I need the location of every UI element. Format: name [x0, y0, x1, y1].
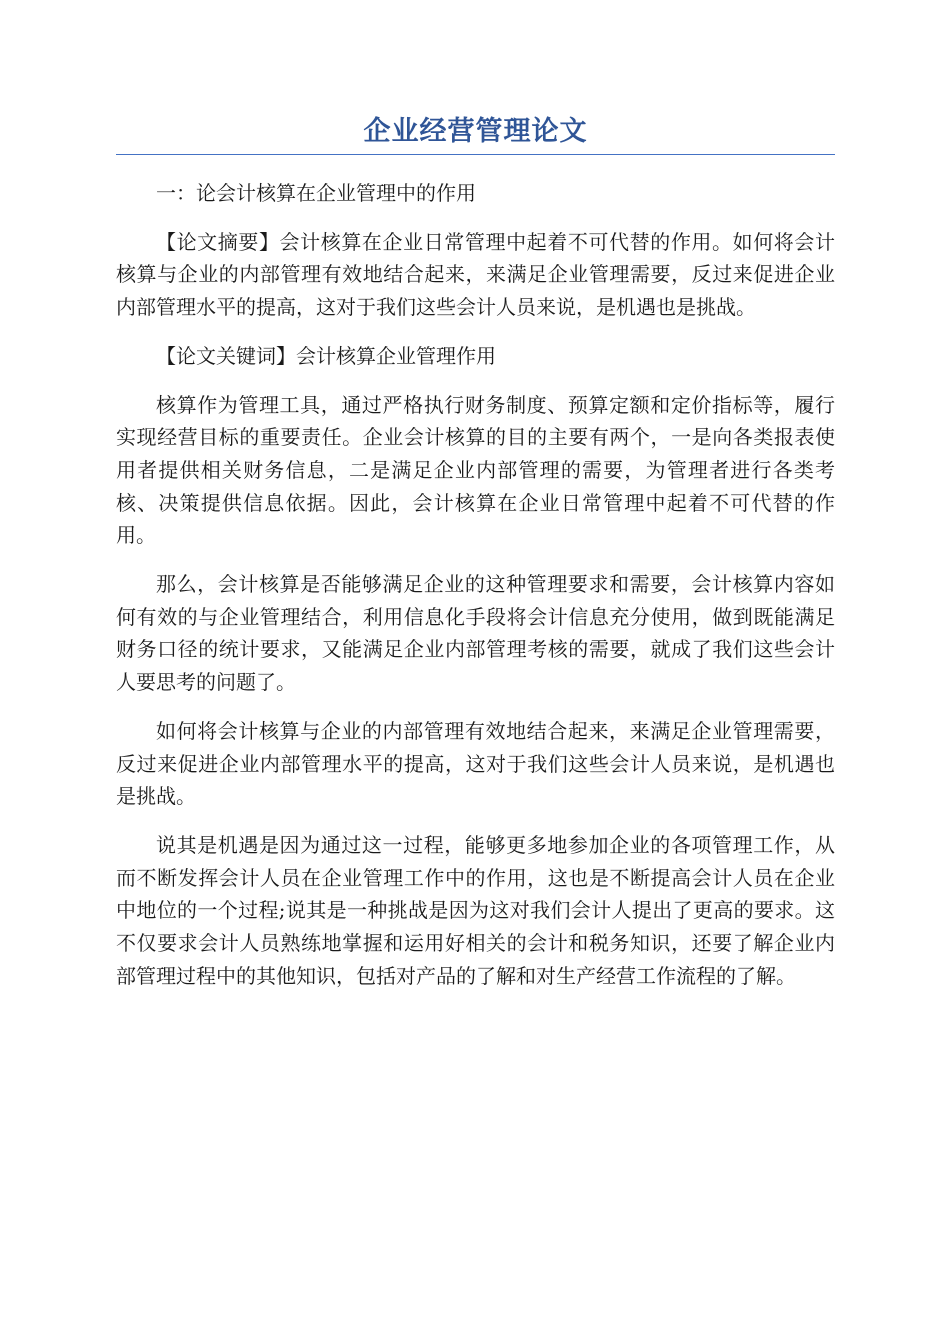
body-paragraph: 如何将会计核算与企业的内部管理有效地结合起来，来满足企业管理需要，反过来促进企业内部管理水平的提高，这对于我们这些会计人员来说，是机遇也是挑战。 — [116, 718, 835, 809]
body-paragraph: 说其是机遇是因为通过这一过程，能够更多地参加企业的各项管理工作，从而不断发挥会计人员在企业管理工作中的作用，这也是不断提高会计人员在企业中地位的一个过程;说其是一种挑战是因为这对我们会计人提出了更高的要求。这不仅要求会计人员熟练地掌握和运用好相关的会计和税务知识，还要了解企业内部管理过程中的其他知识，包括对产品的了解和对生产经营工作流程的了解。 — [116, 832, 835, 988]
document-title: 企业经营管理论文 — [363, 116, 588, 147]
keywords-paragraph: 【论文关键词】会计核算企业管理作用 — [156, 343, 496, 368]
section-heading: 一：论会计核算在企业管理中的作用 — [156, 181, 476, 205]
title-block — [116, 112, 835, 155]
body-paragraph: 核算作为管理工具，通过严格执行财务制度、预算定额和定价指标等，履行实现经营目标的重要责任。企业会计核算的目的主要有两个，一是向各类报表使用者提供相关财务信息，二是满足企业内部管理的需要，为管理者进行各类考核、决策提供信息依据。因此，会计核算在企业日常管理中起着不可代替的作用。 — [116, 392, 835, 548]
abstract-paragraph: 【论文摘要】会计核算在企业日常管理中起着不可代替的作用。如何将会计核算与企业的内部管理有效地结合起来，来满足企业管理需要，反过来促进企业内部管理水平的提高，这对于我们这些会计人员来说，是机遇也是挑战。 — [116, 229, 835, 320]
body-paragraph: 那么，会计核算是否能够满足企业的这种管理要求和需要，会计核算内容如何有效的与企业管理结合，利用信息化手段将会计信息充分使用，做到既能满足财务口径的统计要求，又能满足企业内部管理考核的需要，就成了我们这些会计人要思考的问题了。 — [116, 572, 835, 695]
title-underline — [116, 154, 835, 155]
document-body — [116, 177, 835, 1008]
